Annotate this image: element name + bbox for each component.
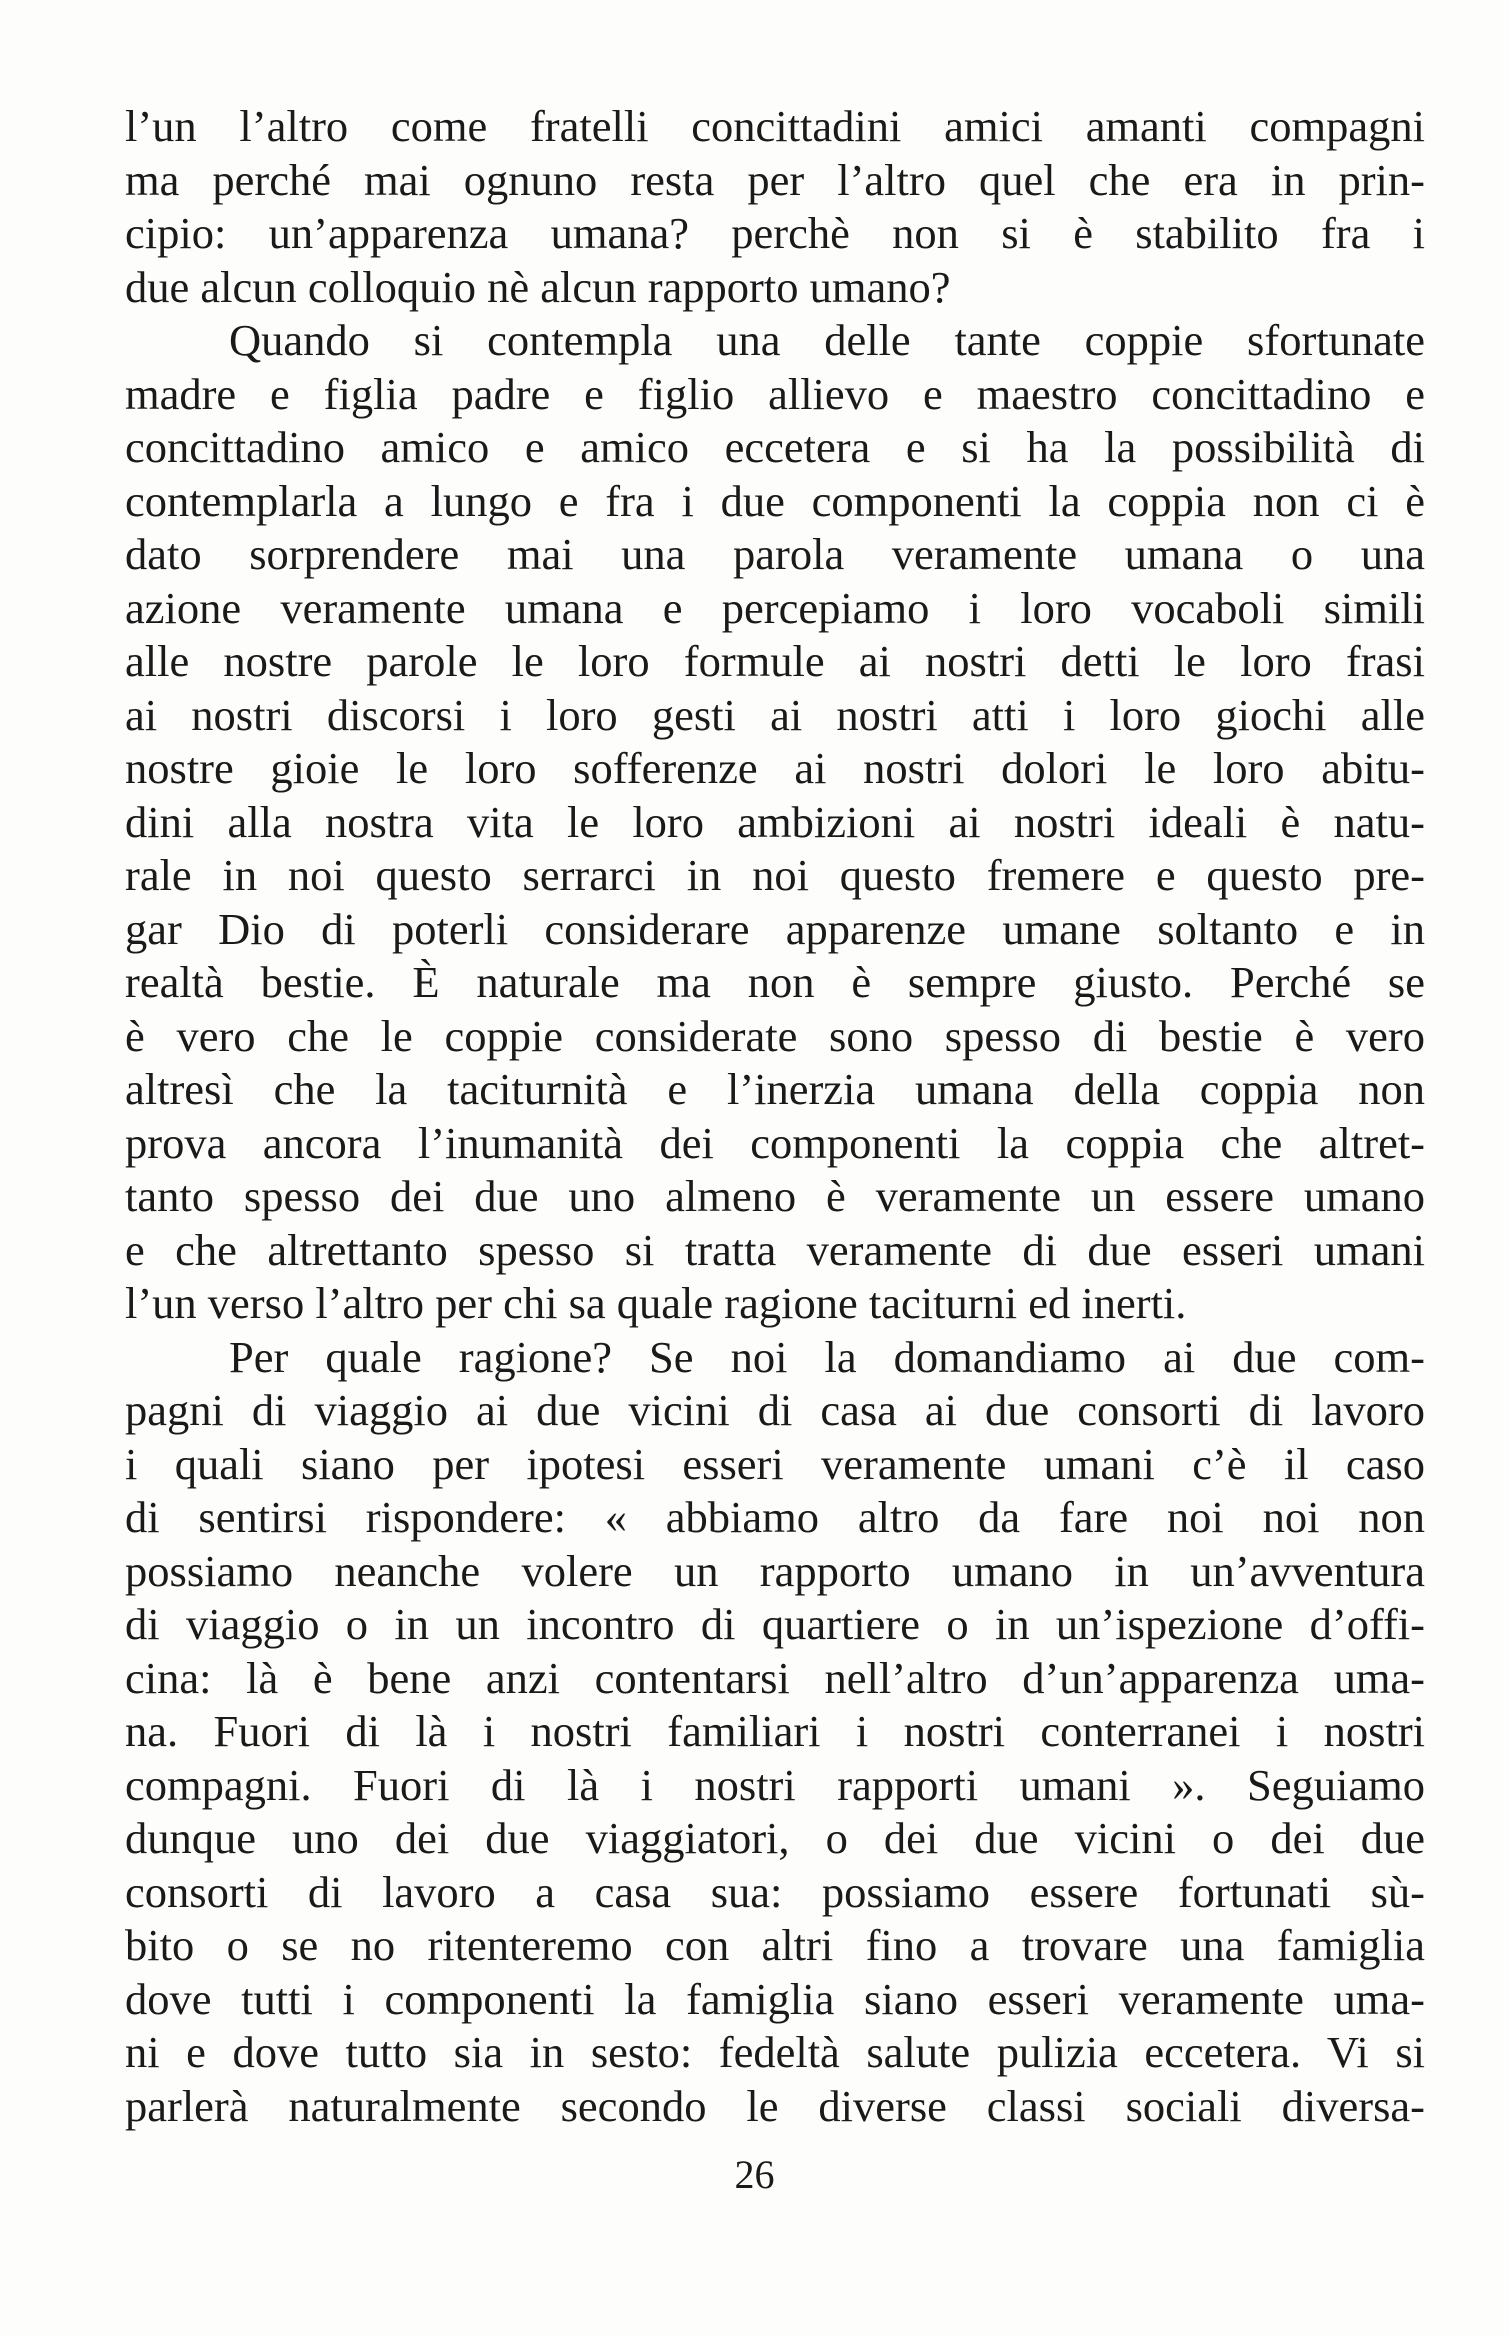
text-line: i quali siano per ipotesi esseri veramente umani c’è il caso [125,1438,1425,1489]
text-line: ai nostri discorsi i loro gesti ai nostri atti i loro giochi alle [125,689,1425,740]
text-line: possiamo neanche volere un rapporto umano in un’avventura [125,1545,1425,1596]
text-line: Quando si contempla una delle tante coppie sfortunate [229,315,1425,365]
text-line: l’un l’altro come fratelli concittadini amici amanti compagni [125,101,1425,151]
text-line: dato sorprendere mai una parola veramente umana o una [125,529,1425,579]
text-line: cina: là è bene anzi contentarsi nell’altro d’un’apparenza uma- [125,1652,1425,1703]
text-line: rale in noi questo serrarci in noi questo fremere e questo pre- [125,850,1425,900]
text-line: di viaggio o in un incontro di quartiere o in un’ispezione d’offi- [125,1599,1425,1649]
text-line: cipio: un’apparenza umana? perchè non si è stabilito fra i [125,208,1425,258]
text-line: compagni. Fuori di là i nostri rapporti umani ». Seguiamo [125,1759,1425,1810]
body-text [125,100,1425,2133]
text-line: Per quale ragione? Se noi la domandiamo ai due com- [229,1331,1425,1382]
text-line: consorti di lavoro a casa sua: possiamo essere fortunati sù- [125,1866,1425,1917]
text-line: realtà bestie. È naturale ma non è sempre giusto. Perché se [125,957,1425,1007]
text-line: è vero che le coppie considerate sono spesso di bestie è vero [125,1010,1425,1061]
text-line: ni e dove tutto sia in sesto: fedeltà salute pulizia eccetera. Vi si [125,2027,1425,2077]
text-line: contemplarla a lungo e fra i due componenti la coppia non ci è [125,475,1425,526]
page-number: 26 [734,2152,775,2197]
text-line: due alcun colloquio nè alcun rapporto umano? [125,261,951,312]
text-line: l’un verso l’altro per chi sa quale ragione taciturni ed inerti. [125,1278,1187,1328]
text-line: ma perché mai ognuno resta per l’altro quel che era in prin- [125,154,1425,205]
text-line: di sentirsi rispondere: « abbiamo altro da fare noi noi non [125,1492,1425,1542]
text-line: madre e figlia padre e figlio allievo e maestro concittadino e [125,368,1425,419]
text-line: e che altrettanto spesso si tratta veramente di due esseri umani [125,1224,1425,1275]
text-line: dunque uno dei due viaggiatori, o dei due vicini o dei due [125,1813,1425,1863]
text-line: bito o se no ritenteremo con altri fino a trovare una famiglia [125,1920,1425,1970]
text-line: nostre gioie le loro sofferenze ai nostri dolori le loro abitu- [125,743,1425,793]
text-line: na. Fuori di là i nostri familiari i nostri conterranei i nostri [125,1706,1425,1756]
text-line: concittadino amico e amico eccetera e si ha la possibilità di [125,422,1425,472]
text-line: prova ancora l’inumanità dei componenti la coppia che altret- [125,1117,1425,1168]
text-line: gar Dio di poterli considerare apparenze umane soltanto e in [125,903,1425,954]
text-line: pagni di viaggio ai due vicini di casa ai due consorti di lavoro [125,1385,1425,1435]
text-line: alle nostre parole le loro formule ai nostri detti le loro frasi [125,636,1425,686]
text-line: tanto spesso dei due uno almeno è veramente un essere umano [125,1171,1425,1221]
text-line: dini alla nostra vita le loro ambizioni ai nostri ideali è natu- [125,796,1425,847]
text-line: parlerà naturalmente secondo le diverse classi sociali diversa- [125,2080,1425,2131]
text-line: azione veramente umana e percepiamo i loro vocaboli simili [125,582,1425,633]
text-line: dove tutti i componenti la famiglia siano esseri veramente uma- [125,1973,1425,2024]
text-line: altresì che la taciturnità e l’inerzia umana della coppia non [125,1064,1425,1114]
